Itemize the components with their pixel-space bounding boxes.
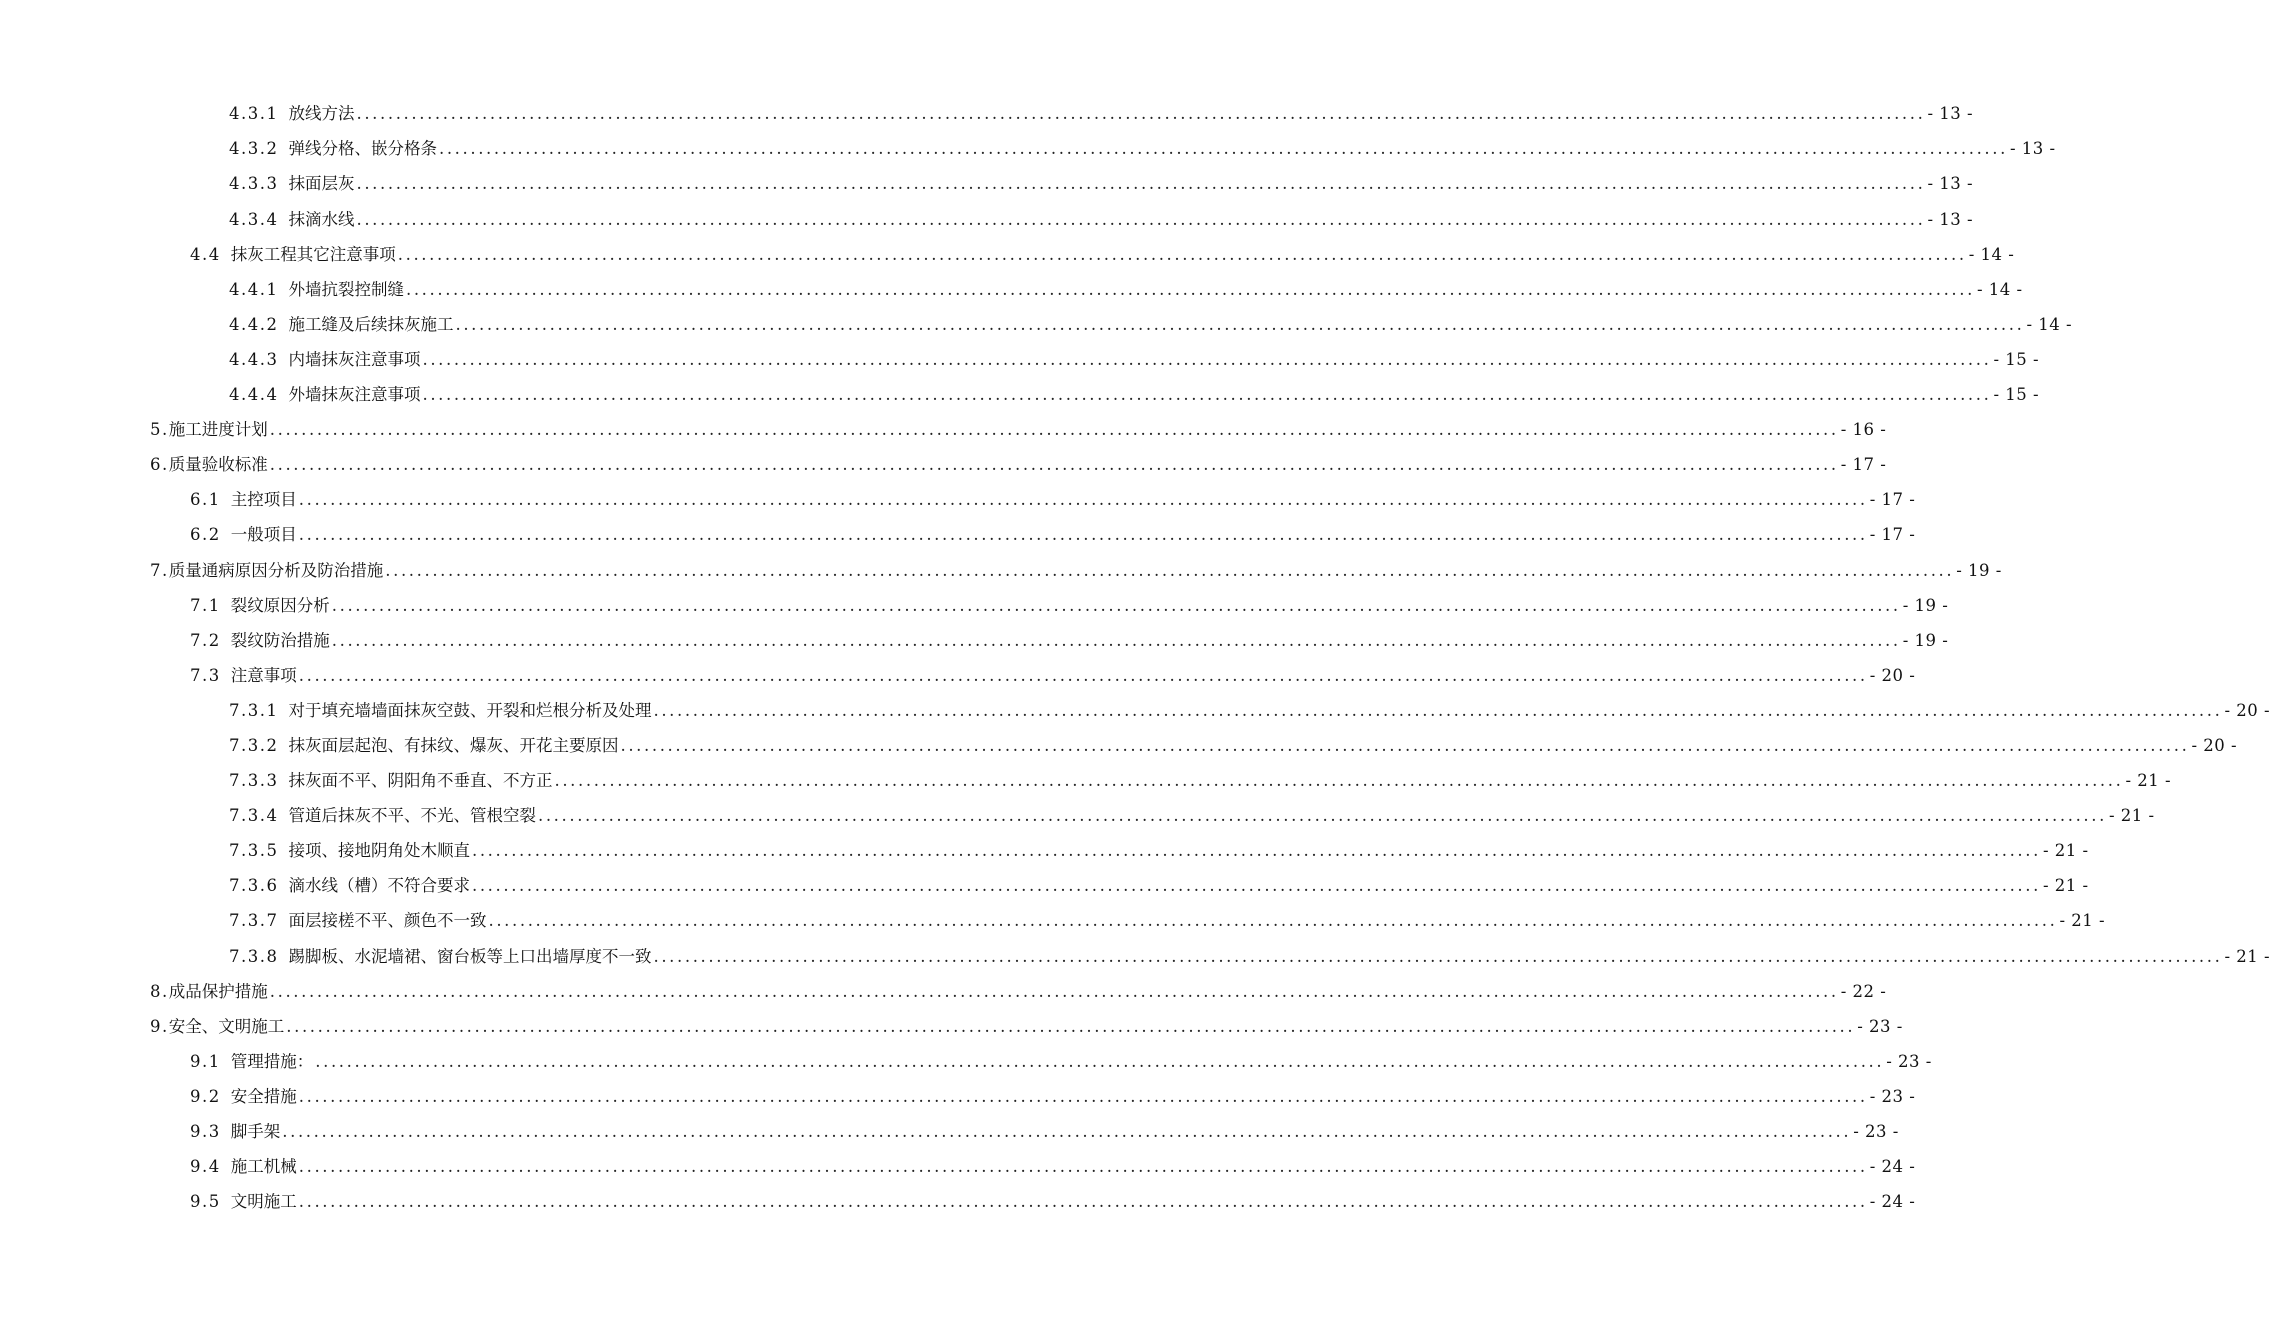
toc-entry-text: 外墙抹灰注意事项 — [288, 385, 421, 405]
toc-entry-text: 质量通病原因分析及防治措施 — [168, 560, 384, 580]
toc-entry[interactable] — [0, 974, 1887, 1009]
toc-leader-dots: ........................................................................................................................................................................................................ — [397, 244, 1967, 264]
toc-entry-text: 脚手架 — [230, 1122, 281, 1142]
toc-leader-dots: ........................................................................................................................................................................................................ — [269, 455, 1839, 475]
toc-leader-dots: ........................................................................................................................................................................................................ — [356, 174, 1926, 194]
toc-entry-text: 裂纹防治措施 — [230, 630, 330, 650]
toc-entry-title — [190, 665, 297, 685]
toc-entry-text: 裂纹原因分析 — [230, 595, 330, 615]
toc-entry[interactable] — [0, 834, 2089, 869]
toc-entry[interactable] — [0, 308, 2073, 343]
toc-entry-text: 踢脚板、水泥墙裙、窗台板等上口出墙厚度不一致 — [288, 946, 652, 966]
toc-entry-number: 7.3.5 — [229, 841, 279, 861]
toc-leader-dots: ........................................................................................................................................................................................................ — [422, 385, 1992, 405]
toc-entry-text: 抹灰面层起泡、有抹纹、爆灰、开花主要原因 — [288, 735, 619, 755]
toc-leader-dots: ........................................................................................................................................................................................................ — [471, 841, 2041, 861]
toc-entry-page: - 13 - — [1927, 104, 1974, 124]
toc-entry-number: 4.4 — [190, 244, 221, 264]
toc-entry-title — [190, 630, 330, 650]
toc-entry-title — [190, 527, 297, 544]
toc-leader-dots: ........................................................................................................................................................................................................ — [385, 560, 1955, 580]
toc-entry[interactable] — [0, 694, 2270, 729]
toc-leader-dots: ........................................................................................................................................................................................................ — [653, 700, 2223, 720]
toc-leader-dots: ........................................................................................................................................................................................................ — [282, 1122, 1852, 1142]
toc-entry-page: - 21 - — [2042, 876, 2089, 896]
toc-leader-dots: ........................................................................................................................................................................................................ — [315, 1051, 1885, 1071]
toc-entry-number: 9.5 — [190, 1192, 221, 1212]
toc-entry-page: - 17 - — [1840, 455, 1887, 475]
toc-leader-dots: ........................................................................................................................................................................................................ — [298, 665, 1868, 685]
toc-entry-title — [229, 279, 404, 299]
toc-entry-page: - 21 - — [2125, 771, 2172, 791]
toc-entry-text: 滴水线（槽）不符合要求 — [288, 876, 470, 896]
toc-entry-number: 7. — [150, 560, 169, 580]
toc-entry-number: 4.4.4 — [229, 385, 279, 405]
toc-entry-number: 4.3.2 — [229, 139, 279, 159]
toc-entry-page: - 21 - — [2108, 806, 2155, 826]
toc-leader-dots: ........................................................................................................................................................................................................ — [488, 911, 2058, 931]
toc-entry-page: - 13 - — [2009, 139, 2056, 159]
toc-leader-dots: ........................................................................................................................................................................................................ — [620, 735, 2190, 755]
toc-entry[interactable] — [0, 588, 1949, 623]
toc-entry[interactable] — [0, 97, 1974, 132]
toc-entry-number: 7.3.1 — [229, 700, 279, 720]
toc-leader-dots: ........................................................................................................................................................................................................ — [298, 1157, 1868, 1177]
toc-entry-title — [190, 244, 396, 264]
toc-entry[interactable] — [0, 1185, 1916, 1220]
table-of-contents — [0, 97, 2270, 1220]
toc-entry-page: - 23 - — [1869, 1086, 1916, 1106]
toc-entry-text: 施工机械 — [230, 1157, 297, 1177]
toc-entry-page: - 16 - — [1840, 420, 1887, 440]
toc-entry-text: 接项、接地阴角处木顺直 — [288, 841, 470, 861]
toc-entry-text: 安全措施 — [230, 1086, 297, 1106]
toc-entry-number: 7.3.2 — [229, 735, 279, 755]
toc-entry-text: 安全、文明施工 — [168, 1016, 285, 1036]
toc-entry-title — [229, 209, 355, 229]
toc-leader-dots: ........................................................................................................................................................................................................ — [356, 104, 1926, 124]
toc-entry-number: 9.4 — [190, 1157, 221, 1177]
toc-entry-page: - 23 - — [1886, 1051, 1932, 1071]
toc-entry[interactable] — [0, 764, 2172, 799]
toc-entry[interactable] — [0, 167, 1974, 202]
toc-entry[interactable] — [0, 448, 1887, 483]
toc-entry[interactable] — [0, 659, 1916, 694]
toc-entry-text: 施工进度计划 — [168, 420, 268, 440]
toc-leader-dots: ........................................................................................................................................................................................................ — [537, 806, 2107, 826]
toc-entry-text: 面层接槎不平、颜色不一致 — [288, 911, 487, 931]
toc-entry-text: 管理措施： — [230, 1051, 314, 1071]
toc-entry[interactable] — [0, 1115, 1899, 1150]
toc-entry-title — [150, 560, 384, 580]
toc-entry-text: 文明施工 — [230, 1192, 297, 1212]
toc-entry[interactable] — [0, 518, 1916, 553]
toc-entry-title — [229, 878, 470, 895]
toc-leader-dots: ........................................................................................................................................................................................................ — [455, 314, 2025, 334]
toc-entry-page: - 23 - — [1853, 1122, 1899, 1142]
toc-entry[interactable] — [0, 623, 1949, 658]
toc-entry-number: 9.2 — [190, 1086, 221, 1106]
toc-leader-dots: ........................................................................................................................................................................................................ — [331, 630, 1901, 650]
toc-entry-title — [229, 176, 354, 193]
toc-entry-number: 9. — [150, 1016, 169, 1036]
toc-entry-page: - 15 - — [1993, 349, 2040, 369]
toc-entry[interactable] — [0, 1150, 1916, 1185]
toc-entry[interactable] — [0, 483, 1916, 518]
toc-entry-number: 9.3 — [190, 1122, 221, 1142]
toc-entry-text: 对于填充墙墙面抹灰空鼓、开裂和烂根分析及处理 — [288, 700, 652, 720]
toc-entry-title — [229, 349, 421, 369]
toc-entry[interactable] — [0, 378, 2040, 413]
toc-leader-dots: ........................................................................................................................................................................................................ — [356, 209, 1926, 229]
toc-entry-text: 管道后抹灰不平、不光、管根空裂 — [288, 806, 536, 826]
toc-entry-number: 7.3.3 — [229, 771, 279, 791]
toc-entry-text: 施工缝及后续抹灰施工 — [288, 314, 454, 334]
toc-entry-title — [229, 808, 536, 825]
toc-entry-page: - 14 - — [1968, 244, 2015, 264]
toc-entry-page: - 21 - — [2042, 841, 2089, 861]
toc-entry-title — [229, 106, 354, 123]
toc-entry[interactable] — [0, 237, 2015, 272]
toc-entry-page: - 19 - — [1956, 560, 2002, 580]
toc-entry-title — [229, 700, 652, 720]
toc-leader-dots: ........................................................................................................................................................................................................ — [331, 595, 1901, 615]
toc-entry[interactable] — [0, 272, 2023, 307]
toc-entry-number: 4.3.4 — [229, 209, 279, 229]
toc-entry-page: - 15 - — [1993, 385, 2040, 405]
toc-entry[interactable] — [0, 729, 2238, 764]
toc-leader-dots: ........................................................................................................................................................................................................ — [554, 771, 2124, 791]
toc-entry-page: - 20 - — [2191, 735, 2238, 755]
toc-leader-dots: ........................................................................................................................................................................................................ — [438, 139, 2008, 159]
toc-entry-page: - 13 - — [1927, 174, 1974, 194]
toc-entry[interactable] — [0, 343, 2040, 378]
toc-entry-page: - 24 - — [1869, 1157, 1916, 1177]
toc-entry[interactable] — [0, 553, 2002, 588]
toc-entry-title — [229, 314, 454, 334]
toc-leader-dots: ........................................................................................................................................................................................................ — [269, 981, 1839, 1001]
toc-leader-dots: ........................................................................................................................................................................................................ — [653, 946, 2223, 966]
toc-entry[interactable] — [0, 939, 2270, 974]
toc-entry-title — [190, 1124, 280, 1141]
toc-entry[interactable] — [0, 413, 1887, 448]
toc-entry-number: 7.3.7 — [229, 911, 279, 931]
toc-entry-number: 7.3.8 — [229, 946, 279, 966]
toc-entry-number: 7.1 — [190, 595, 221, 615]
toc-leader-dots: ........................................................................................................................................................................................................ — [405, 279, 1975, 299]
toc-entry-page: - 20 - — [1869, 665, 1916, 685]
toc-entry-number: 7.3.6 — [229, 876, 279, 896]
toc-entry-page: - 22 - — [1840, 981, 1887, 1001]
toc-leader-dots: ........................................................................................................................................................................................................ — [422, 349, 1992, 369]
toc-entry-number: 6.1 — [190, 490, 221, 510]
toc-entry-title — [150, 457, 268, 474]
toc-entry[interactable] — [0, 132, 2056, 167]
toc-entry-number: 7.3.4 — [229, 806, 279, 826]
toc-entry[interactable] — [0, 1080, 1916, 1115]
toc-entry-page: - 14 - — [2026, 314, 2073, 334]
toc-entry-text: 抹滴水线 — [288, 209, 355, 229]
toc-leader-dots: ........................................................................................................................................................................................................ — [286, 1016, 1856, 1036]
toc-entry-number: 7.2 — [190, 630, 221, 650]
toc-entry-title — [229, 141, 437, 158]
toc-entry-number: 6. — [150, 455, 169, 475]
toc-entry-number: 4.4.2 — [229, 314, 279, 334]
toc-entry-text: 注意事项 — [230, 665, 297, 685]
toc-entry-title — [229, 387, 420, 404]
toc-leader-dots: ........................................................................................................................................................................................................ — [298, 1192, 1868, 1212]
toc-entry-title — [229, 735, 619, 755]
toc-entry-title — [229, 843, 470, 860]
toc-entry-title — [229, 773, 552, 790]
toc-entry-text: 抹灰面不平、阴阳角不垂直、不方正 — [288, 771, 553, 791]
toc-entry-number: 7.3 — [190, 665, 221, 685]
toc-entry-number: 4.3.3 — [229, 174, 279, 194]
toc-entry-number: 8. — [150, 981, 169, 1001]
toc-entry-page: - 23 - — [1857, 1016, 1903, 1036]
toc-entry-page: - 20 - — [2224, 700, 2270, 720]
toc-leader-dots: ........................................................................................................................................................................................................ — [471, 876, 2041, 896]
toc-entry-page: - 21 - — [2059, 911, 2106, 931]
toc-entry-number: 5. — [150, 420, 169, 440]
toc-entry-page: - 19 - — [1902, 630, 1949, 650]
toc-entry[interactable] — [0, 1009, 1903, 1044]
toc-entry[interactable] — [0, 1045, 1932, 1080]
toc-entry-title — [190, 1051, 314, 1071]
toc-entry-number: 4.4.1 — [229, 279, 279, 299]
toc-entry-title — [190, 492, 297, 509]
toc-entry[interactable] — [0, 869, 2089, 904]
toc-entry[interactable] — [0, 799, 2155, 834]
toc-entry-title — [150, 1016, 285, 1036]
toc-entry-number: 6.2 — [190, 525, 221, 545]
toc-entry-text: 弹线分格、嵌分格条 — [288, 139, 437, 159]
toc-entry-title — [190, 1086, 297, 1106]
toc-entry-text: 放线方法 — [288, 104, 355, 124]
toc-entry-number: 4.3.1 — [229, 104, 279, 124]
toc-entry-page: - 14 - — [1976, 279, 2023, 299]
toc-entry-title — [150, 422, 268, 439]
toc-entry-title — [190, 1194, 297, 1211]
toc-entry-page: - 24 - — [1869, 1192, 1916, 1212]
toc-entry[interactable] — [0, 904, 2106, 939]
toc-entry-page: - 17 - — [1869, 490, 1916, 510]
toc-entry-number: 9.1 — [190, 1051, 221, 1071]
toc-entry-text: 外墙抗裂控制缝 — [288, 279, 404, 299]
toc-entry-text: 抹灰工程其它注意事项 — [230, 244, 396, 264]
toc-leader-dots: ........................................................................................................................................................................................................ — [298, 490, 1868, 510]
toc-entry-title — [190, 595, 330, 615]
toc-entry-text: 抹面层灰 — [288, 174, 355, 194]
toc-entry-text: 成品保护措施 — [168, 981, 268, 1001]
toc-entry-number: 4.4.3 — [229, 349, 279, 369]
toc-leader-dots: ........................................................................................................................................................................................................ — [298, 525, 1868, 545]
toc-entry-page: - 19 - — [1902, 595, 1949, 615]
toc-entry-page: - 13 - — [1927, 209, 1974, 229]
toc-leader-dots: ........................................................................................................................................................................................................ — [298, 1086, 1868, 1106]
toc-entry-title — [150, 981, 268, 1001]
toc-entry-page: - 17 - — [1869, 525, 1916, 545]
toc-entry-page: - 21 - — [2224, 946, 2270, 966]
toc-entry[interactable] — [0, 202, 1974, 237]
toc-entry-title — [229, 913, 486, 930]
toc-entry-title — [229, 946, 652, 966]
toc-leader-dots: ........................................................................................................................................................................................................ — [269, 420, 1839, 440]
toc-entry-text: 主控项目 — [230, 490, 297, 510]
toc-entry-text: 质量验收标准 — [168, 455, 268, 475]
toc-entry-text: 内墙抹灰注意事项 — [288, 349, 421, 369]
toc-entry-text: 一般项目 — [230, 525, 297, 545]
toc-entry-title — [190, 1159, 297, 1176]
